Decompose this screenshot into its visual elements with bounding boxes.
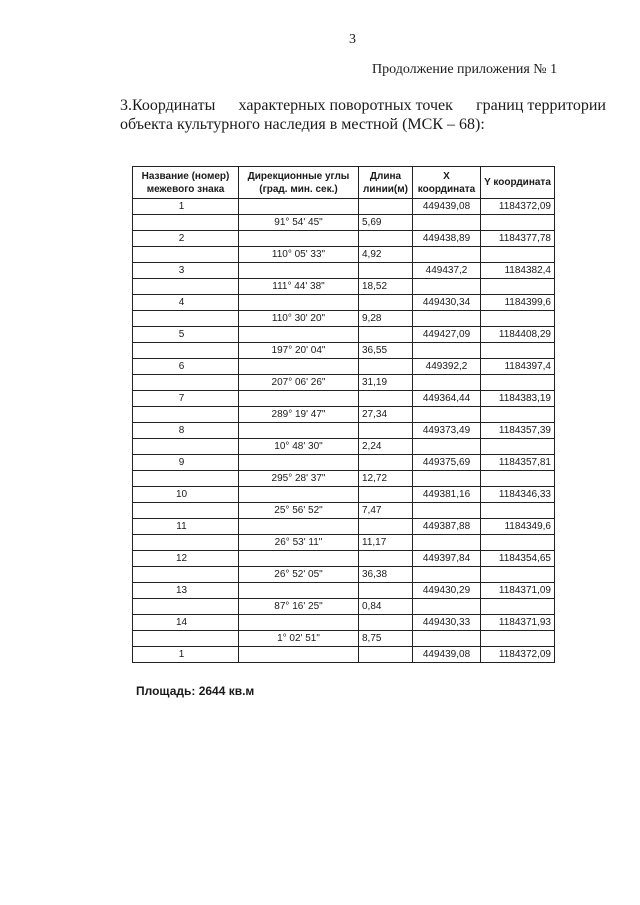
table-row-point bbox=[133, 615, 555, 631]
empty-cell bbox=[481, 247, 555, 263]
empty-cell bbox=[481, 567, 555, 583]
empty-cell bbox=[413, 631, 481, 647]
point-name-text: 13 bbox=[175, 585, 188, 596]
heading-line-2: объекта культурного наследия в местной (МСК – 68): bbox=[120, 116, 485, 133]
empty-cell bbox=[239, 327, 359, 343]
empty-cell bbox=[481, 599, 555, 615]
table-row-point bbox=[133, 487, 555, 503]
table-row-point bbox=[133, 583, 555, 599]
table-row-segment bbox=[133, 599, 555, 615]
empty-cell bbox=[359, 423, 413, 439]
direction-angle-cell: 26° 52' 05" bbox=[239, 567, 359, 583]
header-line-length: Длина линии(м) bbox=[359, 167, 413, 199]
table-row-point bbox=[133, 647, 555, 663]
point-name-cell bbox=[133, 295, 239, 311]
x-coordinate-cell: 449387,88 bbox=[413, 519, 481, 535]
empty-cell bbox=[133, 215, 239, 231]
x-coordinate-cell: 449437,2 bbox=[413, 263, 481, 279]
empty-cell bbox=[133, 471, 239, 487]
table-row-segment bbox=[133, 311, 555, 327]
empty-cell bbox=[133, 375, 239, 391]
heading-part-right: границ территории bbox=[476, 97, 606, 114]
y-coordinate-cell: 1184349,6 bbox=[481, 519, 555, 535]
empty-cell bbox=[481, 471, 555, 487]
point-name-text: 9 bbox=[178, 457, 185, 468]
empty-cell bbox=[133, 311, 239, 327]
heading-part-middle: характерных поворотных точек bbox=[238, 97, 453, 114]
empty-cell bbox=[239, 295, 359, 311]
page-number: 3 bbox=[349, 32, 356, 47]
empty-cell bbox=[133, 407, 239, 423]
empty-cell bbox=[133, 279, 239, 295]
empty-cell bbox=[413, 407, 481, 423]
empty-cell bbox=[359, 487, 413, 503]
line-length-cell: 0,84 bbox=[359, 599, 413, 615]
point-name-text: 10 bbox=[175, 489, 188, 500]
table-row-point bbox=[133, 519, 555, 535]
line-length-cell: 4,92 bbox=[359, 247, 413, 263]
x-coordinate-cell: 449439,08 bbox=[413, 199, 481, 215]
y-coordinate-cell: 1184371,09 bbox=[481, 583, 555, 599]
table-row-segment bbox=[133, 247, 555, 263]
point-name-cell bbox=[133, 615, 239, 631]
y-coordinate-cell: 1184346,33 bbox=[481, 487, 555, 503]
empty-cell bbox=[359, 391, 413, 407]
empty-cell bbox=[359, 615, 413, 631]
table-row-segment bbox=[133, 343, 555, 359]
table-row-segment bbox=[133, 567, 555, 583]
direction-angle-cell: 110° 05' 33" bbox=[239, 247, 359, 263]
line-length-cell: 18,52 bbox=[359, 279, 413, 295]
table-body bbox=[133, 199, 555, 663]
empty-cell bbox=[413, 503, 481, 519]
y-coordinate-cell: 1184372,09 bbox=[481, 647, 555, 663]
y-coordinate-cell: 1184377,78 bbox=[481, 231, 555, 247]
table-row-segment bbox=[133, 407, 555, 423]
line-length-cell: 8,75 bbox=[359, 631, 413, 647]
header-direction-angle: Дирекционные углы (град. мин. сек.) bbox=[239, 167, 359, 199]
direction-angle-cell: 111° 44' 38" bbox=[239, 279, 359, 295]
empty-cell bbox=[481, 631, 555, 647]
empty-cell bbox=[359, 583, 413, 599]
empty-cell bbox=[481, 407, 555, 423]
empty-cell bbox=[239, 487, 359, 503]
point-name-cell bbox=[133, 263, 239, 279]
point-name-cell bbox=[133, 359, 239, 375]
point-name-text: 1 bbox=[178, 201, 185, 212]
table-row-segment bbox=[133, 503, 555, 519]
empty-cell bbox=[239, 551, 359, 567]
empty-cell bbox=[133, 247, 239, 263]
line-length-cell: 31,19 bbox=[359, 375, 413, 391]
line-length-cell: 12,72 bbox=[359, 471, 413, 487]
table-row-point bbox=[133, 359, 555, 375]
x-coordinate-cell: 449430,29 bbox=[413, 583, 481, 599]
x-coordinate-cell: 449364,44 bbox=[413, 391, 481, 407]
table-row-point bbox=[133, 327, 555, 343]
line-length-cell: 5,69 bbox=[359, 215, 413, 231]
table-row-point bbox=[133, 455, 555, 471]
empty-cell bbox=[239, 231, 359, 247]
area-total: Площадь: 2644 кв.м bbox=[136, 684, 255, 698]
point-name-text: 4 bbox=[178, 297, 185, 308]
direction-angle-cell: 25° 56' 52" bbox=[239, 503, 359, 519]
empty-cell bbox=[481, 279, 555, 295]
empty-cell bbox=[413, 247, 481, 263]
empty-cell bbox=[359, 551, 413, 567]
empty-cell bbox=[413, 535, 481, 551]
empty-cell bbox=[133, 567, 239, 583]
point-name-text: 3 bbox=[178, 265, 185, 276]
table-row-point bbox=[133, 263, 555, 279]
direction-angle-cell: 207° 06' 26" bbox=[239, 375, 359, 391]
empty-cell bbox=[239, 391, 359, 407]
x-coordinate-cell: 449427,09 bbox=[413, 327, 481, 343]
empty-cell bbox=[481, 375, 555, 391]
y-coordinate-cell: 1184371,93 bbox=[481, 615, 555, 631]
point-name-cell bbox=[133, 519, 239, 535]
point-name-cell bbox=[133, 551, 239, 567]
point-name-cell bbox=[133, 647, 239, 663]
empty-cell bbox=[413, 567, 481, 583]
empty-cell bbox=[359, 327, 413, 343]
empty-cell bbox=[359, 519, 413, 535]
empty-cell bbox=[481, 215, 555, 231]
point-name-cell bbox=[133, 199, 239, 215]
y-coordinate-cell: 1184354,65 bbox=[481, 551, 555, 567]
point-name-cell bbox=[133, 487, 239, 503]
direction-angle-cell: 197° 20' 04" bbox=[239, 343, 359, 359]
table-row-segment bbox=[133, 439, 555, 455]
point-name-cell bbox=[133, 327, 239, 343]
empty-cell bbox=[359, 199, 413, 215]
table-row-segment bbox=[133, 279, 555, 295]
empty-cell bbox=[359, 231, 413, 247]
point-name-text: 12 bbox=[175, 553, 188, 564]
header-y-coordinate: Y координата bbox=[481, 167, 555, 199]
point-name-text: 2 bbox=[178, 233, 185, 244]
coordinates-table bbox=[132, 166, 555, 663]
direction-angle-cell: 91° 54' 45" bbox=[239, 215, 359, 231]
direction-angle-cell: 10° 48' 30" bbox=[239, 439, 359, 455]
table-row-segment bbox=[133, 471, 555, 487]
y-coordinate-cell: 1184397,4 bbox=[481, 359, 555, 375]
empty-cell bbox=[133, 503, 239, 519]
point-name-text: 8 bbox=[178, 425, 185, 436]
x-coordinate-cell: 449375,69 bbox=[413, 455, 481, 471]
x-coordinate-cell: 449438,89 bbox=[413, 231, 481, 247]
x-coordinate-cell: 449439,08 bbox=[413, 647, 481, 663]
empty-cell bbox=[239, 359, 359, 375]
empty-cell bbox=[239, 519, 359, 535]
table-row-point bbox=[133, 423, 555, 439]
empty-cell bbox=[359, 359, 413, 375]
point-name-cell bbox=[133, 423, 239, 439]
y-coordinate-cell: 1184357,81 bbox=[481, 455, 555, 471]
empty-cell bbox=[413, 471, 481, 487]
empty-cell bbox=[359, 295, 413, 311]
direction-angle-cell: 1° 02' 51" bbox=[239, 631, 359, 647]
direction-angle-cell: 26° 53' 11" bbox=[239, 535, 359, 551]
empty-cell bbox=[239, 615, 359, 631]
empty-cell bbox=[359, 263, 413, 279]
table-row-point bbox=[133, 199, 555, 215]
point-name-text: 6 bbox=[178, 361, 185, 372]
empty-cell bbox=[481, 311, 555, 327]
empty-cell bbox=[481, 503, 555, 519]
line-length-cell: 36,55 bbox=[359, 343, 413, 359]
empty-cell bbox=[413, 375, 481, 391]
empty-cell bbox=[481, 439, 555, 455]
table-row-segment bbox=[133, 631, 555, 647]
empty-cell bbox=[133, 631, 239, 647]
line-length-cell: 7,47 bbox=[359, 503, 413, 519]
direction-angle-cell: 289° 19' 47" bbox=[239, 407, 359, 423]
empty-cell bbox=[239, 423, 359, 439]
line-length-cell: 11,17 bbox=[359, 535, 413, 551]
y-coordinate-cell: 1184357,39 bbox=[481, 423, 555, 439]
empty-cell bbox=[239, 647, 359, 663]
empty-cell bbox=[481, 535, 555, 551]
point-name-cell bbox=[133, 455, 239, 471]
empty-cell bbox=[239, 583, 359, 599]
point-name-cell bbox=[133, 231, 239, 247]
empty-cell bbox=[413, 439, 481, 455]
line-length-cell: 9,28 bbox=[359, 311, 413, 327]
x-coordinate-cell: 449381,16 bbox=[413, 487, 481, 503]
empty-cell bbox=[133, 439, 239, 455]
empty-cell bbox=[239, 263, 359, 279]
appendix-label: Продолжение приложения № 1 bbox=[372, 62, 558, 77]
point-name-text: 5 bbox=[178, 329, 185, 340]
table-row-point bbox=[133, 391, 555, 407]
y-coordinate-cell: 1184399,6 bbox=[481, 295, 555, 311]
line-length-cell: 36,38 bbox=[359, 567, 413, 583]
table-row-segment bbox=[133, 375, 555, 391]
x-coordinate-cell: 449392,2 bbox=[413, 359, 481, 375]
x-coordinate-cell: 449430,33 bbox=[413, 615, 481, 631]
point-name-text: 7 bbox=[178, 393, 185, 404]
table-row-point bbox=[133, 551, 555, 567]
table-header-row bbox=[133, 167, 555, 199]
empty-cell bbox=[413, 343, 481, 359]
empty-cell bbox=[413, 279, 481, 295]
section-heading bbox=[120, 96, 606, 134]
point-name-text: 1 bbox=[178, 649, 185, 660]
y-coordinate-cell: 1184383,19 bbox=[481, 391, 555, 407]
empty-cell bbox=[359, 647, 413, 663]
heading-line-1 bbox=[120, 96, 606, 115]
empty-cell bbox=[239, 199, 359, 215]
x-coordinate-cell: 449397,84 bbox=[413, 551, 481, 567]
line-length-cell: 2,24 bbox=[359, 439, 413, 455]
point-name-text: 11 bbox=[176, 521, 187, 532]
point-name-cell bbox=[133, 583, 239, 599]
x-coordinate-cell: 449430,34 bbox=[413, 295, 481, 311]
heading-part-left: 3.Координаты bbox=[120, 97, 216, 114]
header-x-coordinate: X координата bbox=[413, 167, 481, 199]
empty-cell bbox=[133, 343, 239, 359]
table-row-segment bbox=[133, 215, 555, 231]
point-name-cell bbox=[133, 391, 239, 407]
y-coordinate-cell: 1184408,29 bbox=[481, 327, 555, 343]
table-row-point bbox=[133, 295, 555, 311]
empty-cell bbox=[133, 599, 239, 615]
y-coordinate-cell: 1184382,4 bbox=[481, 263, 555, 279]
direction-angle-cell: 295° 28' 37" bbox=[239, 471, 359, 487]
direction-angle-cell: 110° 30' 20" bbox=[239, 311, 359, 327]
point-name-text: 14 bbox=[175, 617, 188, 628]
line-length-cell: 27,34 bbox=[359, 407, 413, 423]
empty-cell bbox=[359, 455, 413, 471]
empty-cell bbox=[133, 535, 239, 551]
empty-cell bbox=[413, 215, 481, 231]
empty-cell bbox=[413, 311, 481, 327]
empty-cell bbox=[481, 343, 555, 359]
empty-cell bbox=[239, 455, 359, 471]
table-row-segment bbox=[133, 535, 555, 551]
header-point-name: Название (номер) межевого знака bbox=[133, 167, 239, 199]
empty-cell bbox=[413, 599, 481, 615]
table-row-point bbox=[133, 231, 555, 247]
direction-angle-cell: 87° 16' 25" bbox=[239, 599, 359, 615]
x-coordinate-cell: 449373,49 bbox=[413, 423, 481, 439]
y-coordinate-cell: 1184372,09 bbox=[481, 199, 555, 215]
